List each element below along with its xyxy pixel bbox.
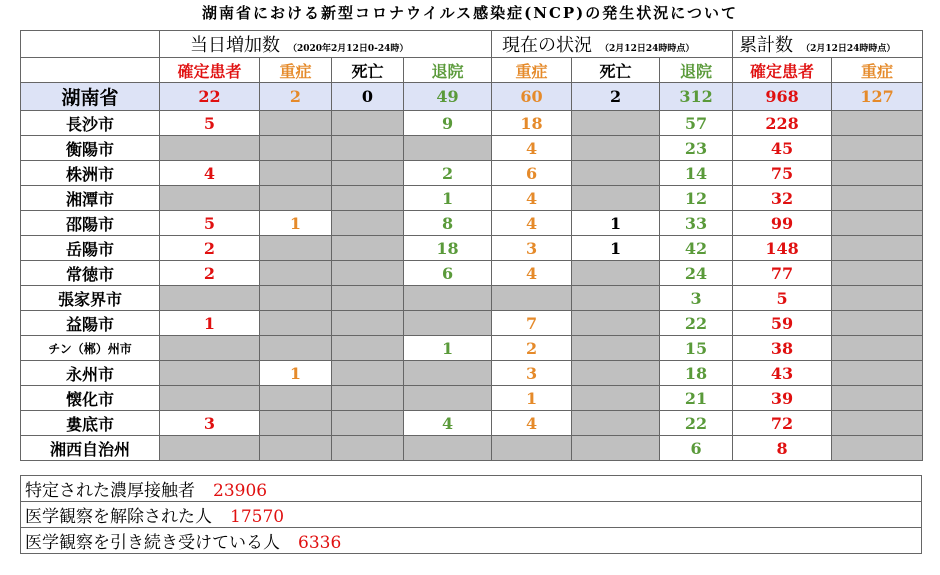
data-cell: 1 xyxy=(260,361,332,386)
group-header-row xyxy=(21,31,923,58)
table-row xyxy=(21,236,923,261)
summary-value: 6336 xyxy=(298,533,342,553)
data-cell: 5 xyxy=(733,286,832,311)
data-cell: 12 xyxy=(660,186,733,211)
data-cell xyxy=(260,186,332,211)
data-cell xyxy=(260,161,332,186)
data-cell xyxy=(832,336,923,361)
data-cell: 127 xyxy=(832,83,923,111)
data-cell xyxy=(404,386,492,411)
data-cell: 38 xyxy=(733,336,832,361)
table-row xyxy=(21,261,923,286)
sub-header: 死亡 xyxy=(332,58,404,83)
sub-header: 確定患者 xyxy=(160,58,260,83)
data-cell xyxy=(160,136,260,161)
data-cell: 4 xyxy=(492,136,572,161)
data-cell xyxy=(572,386,660,411)
region-name: 湘西自治州 xyxy=(21,436,160,461)
data-cell: 6 xyxy=(492,161,572,186)
summary-cell xyxy=(21,528,922,554)
data-cell: 2 xyxy=(160,261,260,286)
data-cell: 6 xyxy=(660,436,733,461)
region-name: 長沙市 xyxy=(21,111,160,136)
data-cell xyxy=(260,336,332,361)
summary-row xyxy=(21,528,922,554)
data-cell: 99 xyxy=(733,211,832,236)
data-cell xyxy=(332,261,404,286)
data-cell xyxy=(332,361,404,386)
sub-header: 確定患者 xyxy=(733,58,832,83)
data-cell: 60 xyxy=(492,83,572,111)
table-row xyxy=(21,111,923,136)
table-row xyxy=(21,336,923,361)
data-cell xyxy=(572,161,660,186)
data-cell: 8 xyxy=(733,436,832,461)
data-cell xyxy=(832,261,923,286)
sub-header-row xyxy=(21,58,923,83)
table-row xyxy=(21,186,923,211)
data-cell: 4 xyxy=(492,211,572,236)
data-cell xyxy=(260,261,332,286)
table-row xyxy=(21,386,923,411)
data-cell: 2 xyxy=(572,83,660,111)
data-cell: 15 xyxy=(660,336,733,361)
data-cell xyxy=(260,311,332,336)
region-name: 婁底市 xyxy=(21,411,160,436)
data-cell: 1 xyxy=(492,386,572,411)
data-cell: 1 xyxy=(404,186,492,211)
summary-label: 医学観察を引き続き受けている人 xyxy=(25,533,280,553)
data-cell xyxy=(260,236,332,261)
table-row xyxy=(21,286,923,311)
data-cell xyxy=(572,336,660,361)
sub-header: 重症 xyxy=(492,58,572,83)
data-cell xyxy=(332,236,404,261)
region-name: 常徳市 xyxy=(21,261,160,286)
data-cell: 148 xyxy=(733,236,832,261)
data-cell xyxy=(572,186,660,211)
group-daily: 当日増加数 （2020年2月12日0-24時） xyxy=(160,31,492,58)
data-cell: 43 xyxy=(733,361,832,386)
data-cell xyxy=(160,436,260,461)
data-cell xyxy=(832,236,923,261)
data-cell xyxy=(260,436,332,461)
data-cell: 2 xyxy=(492,336,572,361)
data-cell xyxy=(572,261,660,286)
data-cell xyxy=(572,311,660,336)
status-table xyxy=(20,30,923,461)
data-cell xyxy=(160,361,260,386)
data-cell: 21 xyxy=(660,386,733,411)
data-cell: 14 xyxy=(660,161,733,186)
region-name: 衡陽市 xyxy=(21,136,160,161)
data-cell xyxy=(492,286,572,311)
data-cell: 22 xyxy=(660,411,733,436)
data-cell xyxy=(404,311,492,336)
data-cell: 4 xyxy=(492,186,572,211)
data-cell: 4 xyxy=(492,411,572,436)
data-cell xyxy=(332,186,404,211)
data-cell: 59 xyxy=(733,311,832,336)
data-cell: 3 xyxy=(160,411,260,436)
data-cell xyxy=(160,286,260,311)
sub-header: 重症 xyxy=(260,58,332,83)
data-cell xyxy=(832,161,923,186)
data-cell xyxy=(160,336,260,361)
data-cell: 6 xyxy=(404,261,492,286)
data-cell: 228 xyxy=(733,111,832,136)
data-cell: 32 xyxy=(733,186,832,211)
data-cell: 1 xyxy=(572,211,660,236)
data-cell xyxy=(404,286,492,311)
data-cell xyxy=(832,286,923,311)
data-cell xyxy=(832,136,923,161)
data-cell: 2 xyxy=(160,236,260,261)
data-cell xyxy=(404,361,492,386)
data-cell xyxy=(260,286,332,311)
data-cell: 22 xyxy=(660,311,733,336)
data-cell: 18 xyxy=(660,361,733,386)
data-cell xyxy=(572,436,660,461)
data-cell: 5 xyxy=(160,111,260,136)
data-cell xyxy=(832,186,923,211)
contact-summary xyxy=(20,475,922,554)
data-cell xyxy=(832,361,923,386)
data-cell xyxy=(492,436,572,461)
data-cell xyxy=(572,411,660,436)
summary-row xyxy=(21,476,922,502)
region-name: 湘潭市 xyxy=(21,186,160,211)
data-cell: 1 xyxy=(404,336,492,361)
summary-value: 23906 xyxy=(213,481,268,501)
summary-label: 医学観察を解除された人 xyxy=(25,507,212,527)
data-cell xyxy=(332,161,404,186)
table-body xyxy=(21,83,923,461)
data-cell xyxy=(260,111,332,136)
data-cell xyxy=(332,411,404,436)
data-cell xyxy=(404,436,492,461)
group-current: 現在の状況 （2月12日24時時点） xyxy=(492,31,733,58)
data-cell: 4 xyxy=(160,161,260,186)
data-cell xyxy=(404,136,492,161)
data-cell xyxy=(832,386,923,411)
data-cell: 3 xyxy=(660,286,733,311)
data-cell: 77 xyxy=(733,261,832,286)
sub-header: 退院 xyxy=(660,58,733,83)
data-cell xyxy=(260,411,332,436)
region-name: 益陽市 xyxy=(21,311,160,336)
corner-cell xyxy=(21,31,160,58)
data-cell: 1 xyxy=(572,236,660,261)
data-cell xyxy=(332,336,404,361)
table-row xyxy=(21,211,923,236)
group-cumulative: 累計数 （2月12日24時時点） xyxy=(733,31,923,58)
data-cell: 18 xyxy=(404,236,492,261)
data-cell: 7 xyxy=(492,311,572,336)
table-row xyxy=(21,161,923,186)
region-name: 永州市 xyxy=(21,361,160,386)
table-row xyxy=(21,136,923,161)
data-cell: 39 xyxy=(733,386,832,411)
table-row xyxy=(21,361,923,386)
data-cell: 57 xyxy=(660,111,733,136)
data-cell xyxy=(832,436,923,461)
data-cell: 45 xyxy=(733,136,832,161)
summary-cell xyxy=(21,476,922,502)
data-cell: 75 xyxy=(733,161,832,186)
summary-label: 特定された濃厚接触者 xyxy=(25,481,195,501)
summary-row xyxy=(21,502,922,528)
data-cell: 49 xyxy=(404,83,492,111)
data-cell: 33 xyxy=(660,211,733,236)
data-cell xyxy=(332,436,404,461)
data-cell xyxy=(332,386,404,411)
region-name: 岳陽市 xyxy=(21,236,160,261)
table-row xyxy=(21,436,923,461)
province-total-row xyxy=(21,83,923,111)
data-cell: 312 xyxy=(660,83,733,111)
data-cell xyxy=(832,111,923,136)
data-cell: 72 xyxy=(733,411,832,436)
table-row xyxy=(21,311,923,336)
data-cell xyxy=(572,361,660,386)
region-name: 懐化市 xyxy=(21,386,160,411)
data-cell xyxy=(832,311,923,336)
data-cell: 1 xyxy=(260,211,332,236)
data-cell: 42 xyxy=(660,236,733,261)
data-cell: 2 xyxy=(260,83,332,111)
data-cell: 4 xyxy=(492,261,572,286)
page-title: 湖南省における新型コロナウイルス感染症(NCP)の発生状況について xyxy=(202,4,738,22)
data-cell: 3 xyxy=(492,361,572,386)
region-name: 湖南省 xyxy=(21,83,160,111)
data-cell xyxy=(332,286,404,311)
data-cell: 4 xyxy=(404,411,492,436)
data-cell: 968 xyxy=(733,83,832,111)
data-cell: 9 xyxy=(404,111,492,136)
data-cell: 24 xyxy=(660,261,733,286)
table-row xyxy=(21,411,923,436)
data-cell xyxy=(832,211,923,236)
data-cell: 18 xyxy=(492,111,572,136)
data-cell: 3 xyxy=(492,236,572,261)
data-cell xyxy=(160,386,260,411)
data-cell xyxy=(572,111,660,136)
region-name: 張家界市 xyxy=(21,286,160,311)
region-name: 株洲市 xyxy=(21,161,160,186)
sub-header: 死亡 xyxy=(572,58,660,83)
data-cell xyxy=(332,211,404,236)
data-cell: 5 xyxy=(160,211,260,236)
data-cell xyxy=(832,411,923,436)
region-name: 邵陽市 xyxy=(21,211,160,236)
corner-cell xyxy=(21,58,160,83)
data-cell: 22 xyxy=(160,83,260,111)
data-cell xyxy=(572,286,660,311)
sub-header: 退院 xyxy=(404,58,492,83)
summary-value: 17570 xyxy=(230,507,285,527)
summary-cell xyxy=(21,502,922,528)
data-cell xyxy=(332,311,404,336)
data-cell: 23 xyxy=(660,136,733,161)
data-cell xyxy=(260,136,332,161)
data-cell xyxy=(260,386,332,411)
region-name: チン（郴）州市 xyxy=(21,336,160,361)
data-cell: 8 xyxy=(404,211,492,236)
data-cell xyxy=(332,136,404,161)
sub-header: 重症 xyxy=(832,58,923,83)
data-cell: 1 xyxy=(160,311,260,336)
data-cell xyxy=(572,136,660,161)
data-cell: 2 xyxy=(404,161,492,186)
data-cell xyxy=(160,186,260,211)
data-cell xyxy=(332,111,404,136)
data-cell: 0 xyxy=(332,83,404,111)
